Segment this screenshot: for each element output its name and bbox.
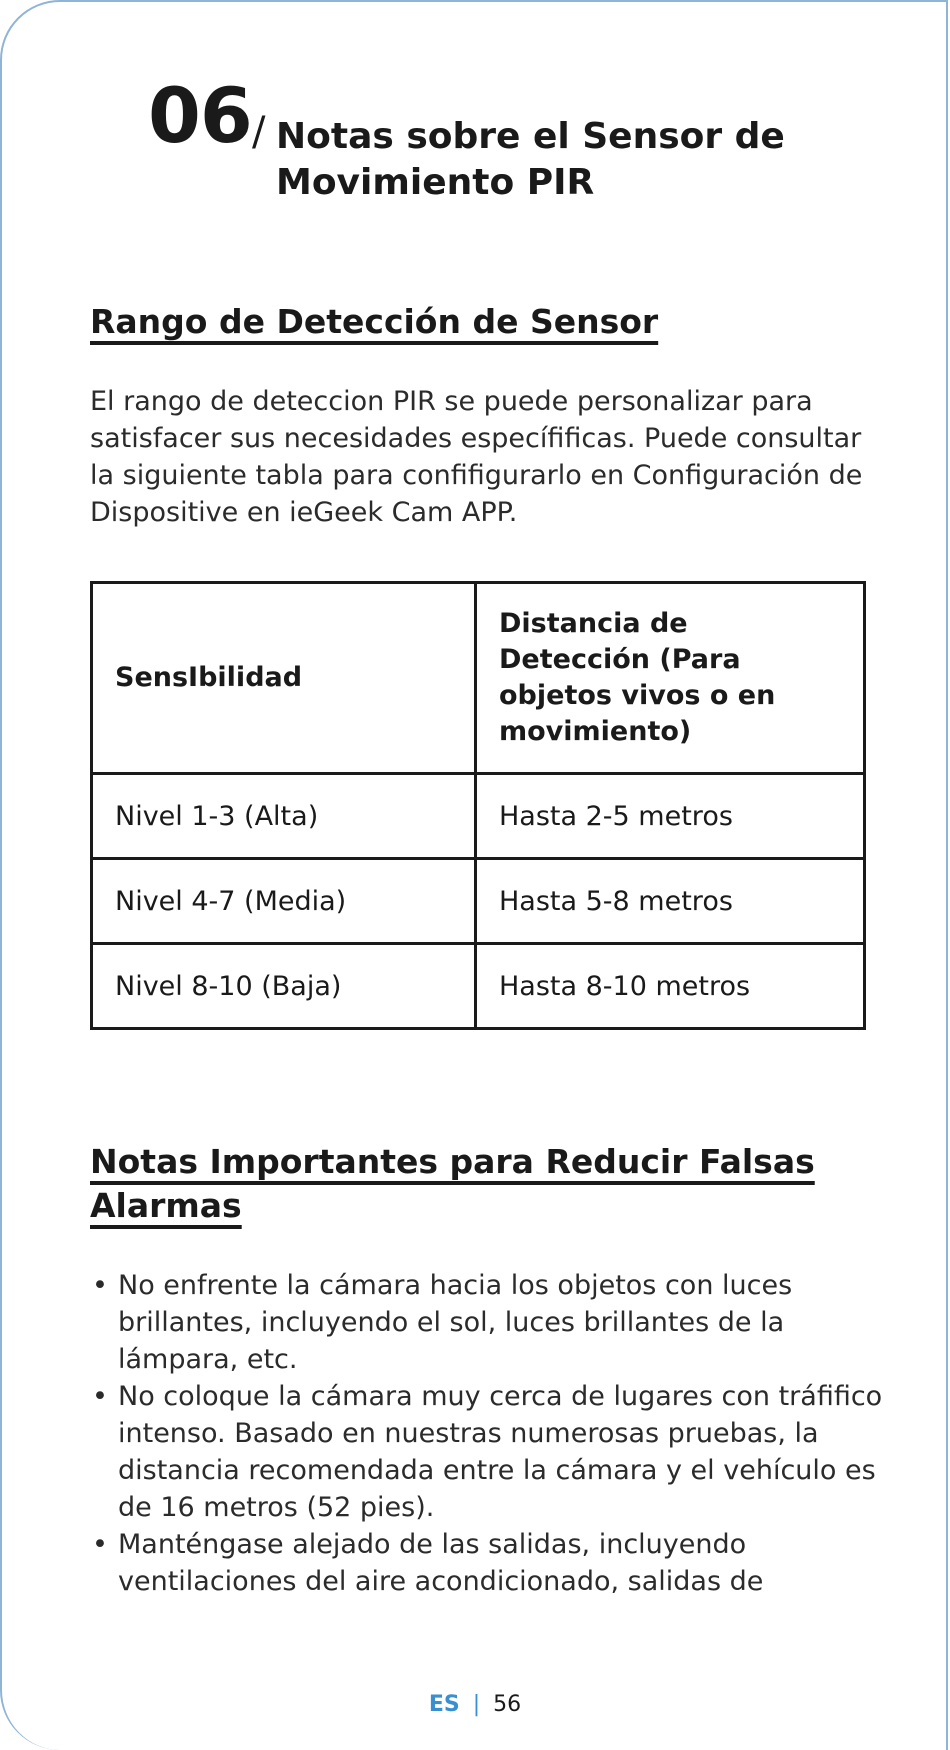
section-heading-detection-range: Rango de Detección de Sensor <box>90 302 659 341</box>
list-item <box>86 1378 886 1526</box>
section-heading-false-alarms: Notas Importantes para Reducir Falsas Alarmas <box>90 1142 815 1225</box>
table-cell-level: Nivel 4-7 (Media) <box>92 859 476 944</box>
bullet-icon: • <box>92 1381 108 1412</box>
page-number: 56 <box>493 1692 522 1717</box>
chapter-title: Notas sobre el Sensor de Movimiento PIR <box>276 116 785 203</box>
intro-paragraph: El rango de deteccion PIR se puede personalizar para satisfacer sus necesidades específificas. Puede consultar la siguiente tabla para confifigurarlo en Configuración de Dispositive en ieGeek Cam APP. <box>90 386 863 528</box>
table-cell-level: Nivel 1-3 (Alta) <box>92 774 476 859</box>
list-item-text: Manténgase alejado de las salidas, incluyendo ventilaciones del aire acondicionado, salidas de <box>118 1529 764 1597</box>
table-row <box>92 859 865 944</box>
table-cell-distance: Hasta 8-10 metros <box>476 944 865 1029</box>
list-item-text: No coloque la cámara muy cerca de lugares con tráfifico intenso. Basado en nuestras numerosas pruebas, la distancia recomendada entre la cámara y el vehículo es de 16 metros (52 pies). <box>118 1381 883 1523</box>
table-cell-distance: Hasta 2-5 metros <box>476 774 865 859</box>
sensitivity-table <box>90 581 866 1030</box>
page-footer <box>0 1692 950 1717</box>
chapter-number: 06 <box>148 71 252 160</box>
list-item <box>86 1267 886 1378</box>
list-item <box>86 1526 886 1600</box>
list-item-text: No enfrente la cámara hacia los objetos con luces brillantes, incluyendo el sol, luces brillantes de la lámpara, etc. <box>118 1270 793 1375</box>
table-header-sensitivity: SensIbilidad <box>92 583 476 774</box>
bullet-icon: • <box>92 1529 108 1560</box>
chapter-slash: / <box>252 109 266 155</box>
table-header-distance: Distancia de Detección (Para objetos vivos o en movimiento) <box>476 583 865 774</box>
table-row <box>92 944 865 1029</box>
table-header-row <box>92 583 865 774</box>
footer-separator: | <box>472 1692 481 1717</box>
bullet-icon: • <box>92 1270 108 1301</box>
table-row <box>92 774 865 859</box>
footer-language: ES <box>428 1692 460 1717</box>
table-cell-distance: Hasta 5-8 metros <box>476 859 865 944</box>
table-cell-level: Nivel 8-10 (Baja) <box>92 944 476 1029</box>
false-alarm-notes-list <box>86 1267 886 1600</box>
